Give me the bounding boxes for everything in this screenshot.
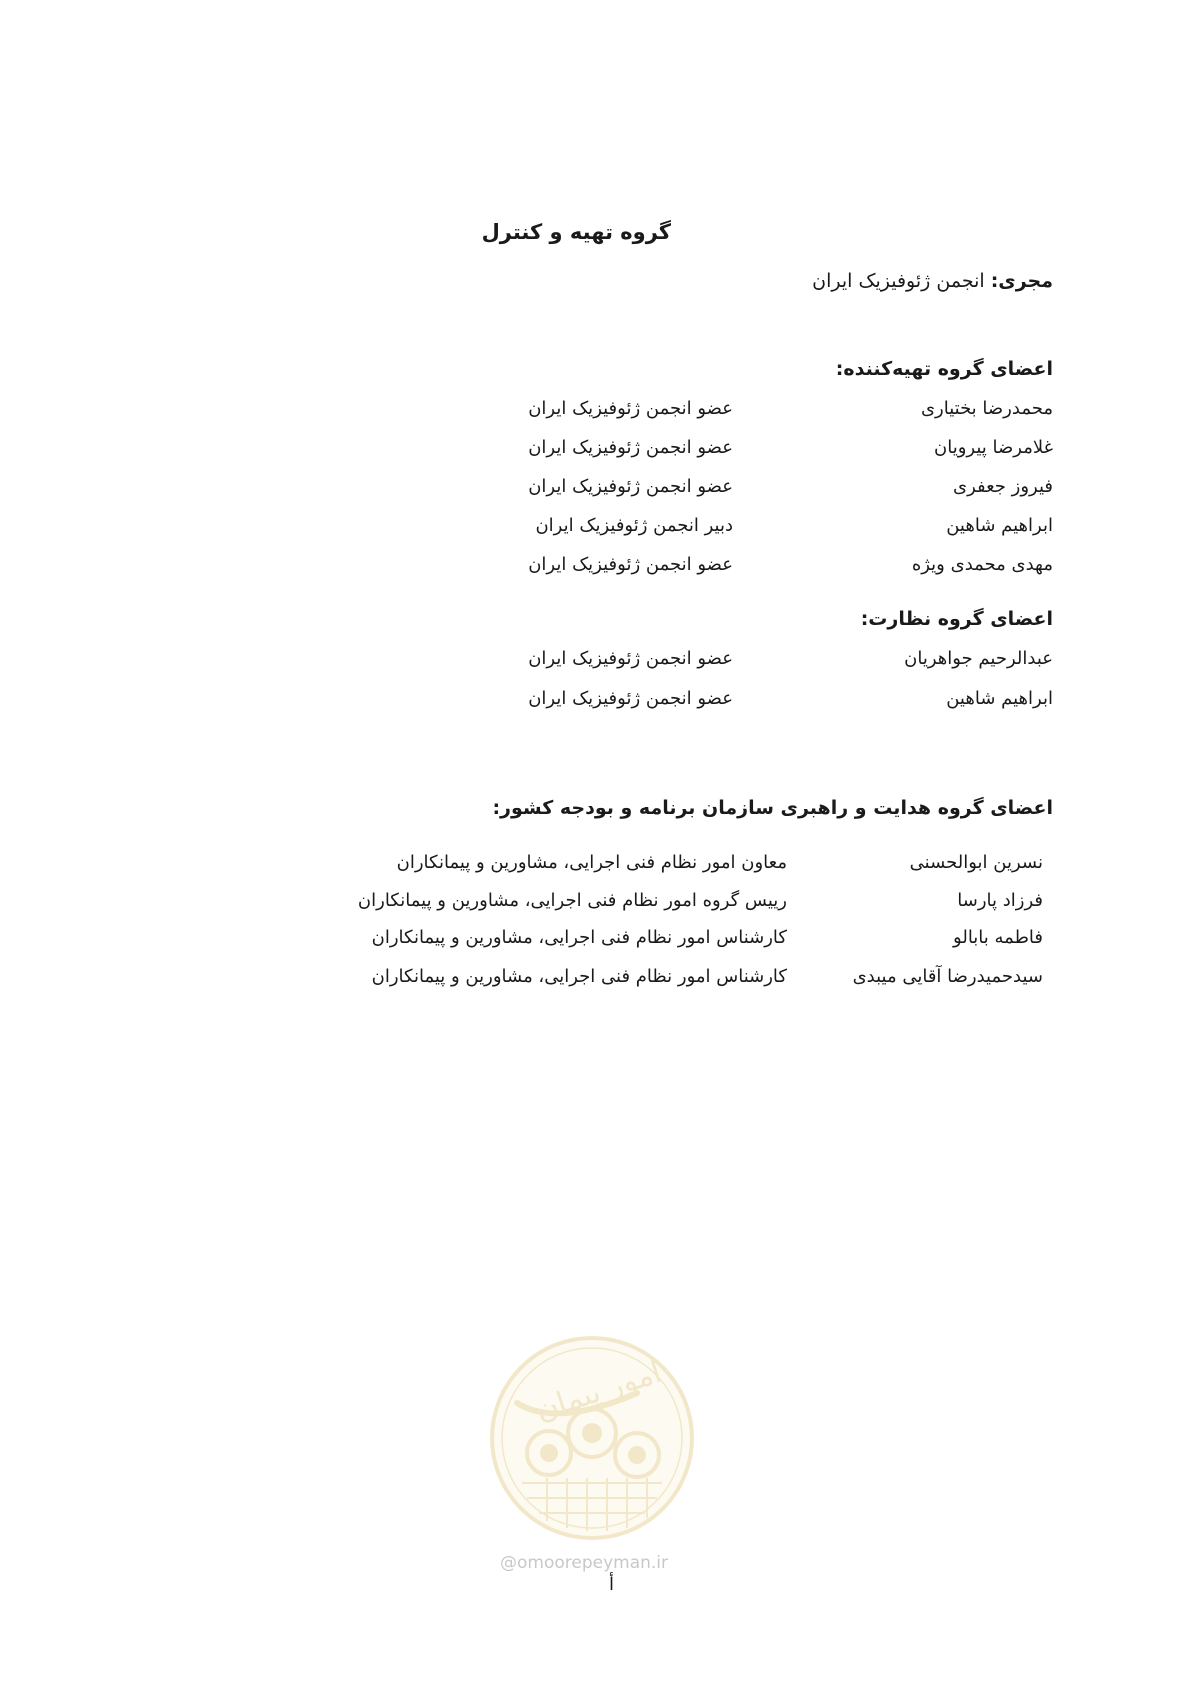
- member-name: محمدرضا بختیاری: [920, 398, 1053, 419]
- guidance-heading: اعضای گروه هدایت و راهبری سازمان برنامه و بودجه کشور:: [492, 797, 1053, 819]
- member-role: رییس گروه امور نظام فنی اجرایی، مشاورین و پیمانکاران: [357, 890, 787, 911]
- member-name: ابراهیم شاهین: [946, 688, 1053, 709]
- page-number: أ: [609, 1574, 615, 1595]
- member-role: معاون امور نظام فنی اجرایی، مشاورین و پیمانکاران: [396, 852, 787, 873]
- list-item: [433, 398, 1053, 428]
- member-role: عضو انجمن ژئوفیزیک ایران: [528, 554, 733, 575]
- member-name: فرزاد پارسا: [957, 890, 1043, 911]
- executor-line: [812, 270, 1053, 292]
- list-item: [433, 648, 1053, 678]
- list-item: [323, 966, 1043, 996]
- member-role: عضو انجمن ژئوفیزیک ایران: [528, 398, 733, 419]
- member-name: مهدی محمدی ویژه: [911, 554, 1053, 575]
- member-name: نسرین ابوالحسنی: [909, 852, 1043, 873]
- member-role: عضو انجمن ژئوفیزیک ایران: [528, 688, 733, 709]
- watermark-logo: [487, 1333, 697, 1543]
- executor-value: انجمن ژئوفیزیک ایران: [812, 270, 985, 292]
- member-name: فاطمه بابالو: [953, 927, 1043, 948]
- page-title: گروه تهیه و کنترل: [481, 220, 671, 244]
- member-role: دبیر انجمن ژئوفیزیک ایران: [535, 515, 733, 536]
- watermark-text: @omoorepeyman.ir: [500, 1553, 669, 1573]
- member-name: ابراهیم شاهین: [946, 515, 1053, 536]
- preparers-heading: اعضای گروه تهیه‌کننده:: [835, 358, 1053, 380]
- member-role: عضو انجمن ژئوفیزیک ایران: [528, 437, 733, 458]
- list-item: [323, 852, 1043, 882]
- member-name: فیروز جعفری: [952, 476, 1053, 497]
- list-item: [323, 890, 1043, 920]
- supervisors-heading: اعضای گروه نظارت:: [860, 608, 1053, 630]
- list-item: [323, 927, 1043, 957]
- list-item: [433, 515, 1053, 545]
- member-name: عبدالرحیم جواهریان: [904, 648, 1053, 669]
- member-role: کارشناس امور نظام فنی اجرایی، مشاورین و پیمانکاران: [371, 966, 787, 987]
- executor-label: مجری:: [990, 270, 1053, 292]
- list-item: [433, 688, 1053, 718]
- member-role: عضو انجمن ژئوفیزیک ایران: [528, 476, 733, 497]
- member-name: غلامرضا پیرویان: [934, 437, 1053, 458]
- list-item: [433, 476, 1053, 506]
- list-item: [433, 437, 1053, 467]
- member-name: سیدحمیدرضا آقایی میبدی: [852, 966, 1043, 987]
- member-role: کارشناس امور نظام فنی اجرایی، مشاورین و پیمانکاران: [371, 927, 787, 948]
- list-item: [433, 554, 1053, 584]
- watermark-logo-text: امور پیمان: [531, 1354, 666, 1429]
- member-role: عضو انجمن ژئوفیزیک ایران: [528, 648, 733, 669]
